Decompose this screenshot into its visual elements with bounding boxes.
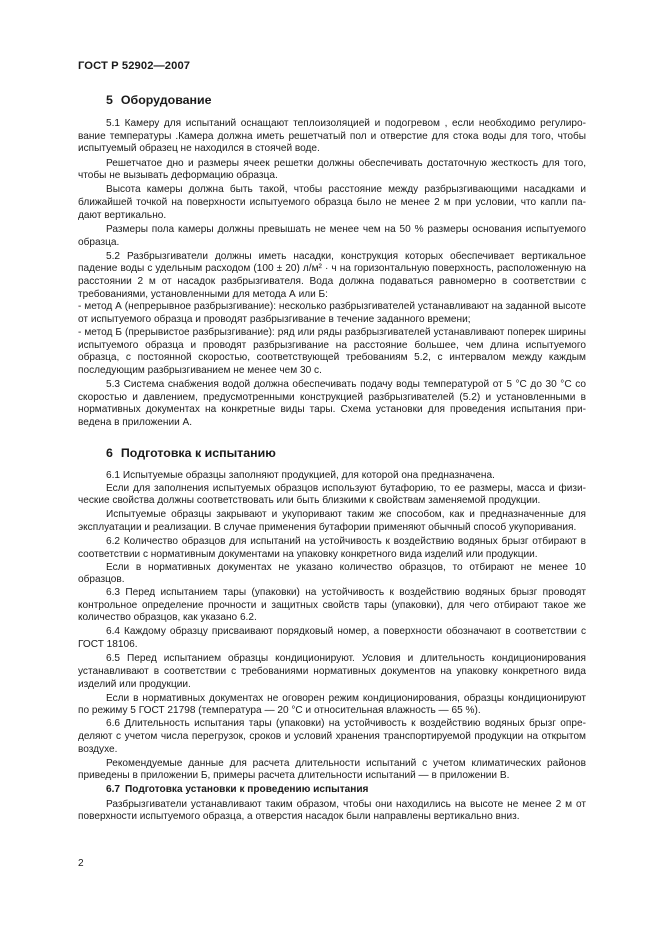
paragraph-6-2: 6.2 Количество образцов для испытаний на устойчивость к воздействию водяных брызг отбирают в соответствии с нормативным документами на упаковку конкретного вида изделий или продукции. (78, 536, 586, 560)
paragraph: Высота камеры должна быть такой, чтобы расстояние между разбрызгивающими насадками и ближайшей точкой на поверхности испытуемого образца было не менее 2 м при условии, что капли падают вертикально. (78, 184, 586, 221)
paragraph-6-3: 6.3 Перед испытанием тары (упаковки) на устойчивость к воздействию водяных брызг проводят контрольное определение прочности и защитных свойств тары (упаковки), для чего отбирают такое же количество образцов, как указано 6.2. (78, 586, 586, 624)
paragraph: Если в нормативных документах не оговорен режим кондиционирования, образцы кондиционируют по режиму 5 ГОСТ 21798 (температура — 20 °С и относительная влажность — 65 %). (78, 692, 586, 717)
subsection-6-7-heading (78, 784, 586, 797)
paragraph-6-4: 6.4 Каждому образцу присваивают порядковый номер, а поверхности обозначают в соответствии с ГОСТ 18106. (78, 626, 586, 651)
list-item-method-a: - метод А (непрерывное разбрызгивание): несколько разбрызгивателей устанавливают на заданной высоте от испытуемого образца и проводят разбрызгивание в течение заданного времени; (78, 301, 586, 326)
section-6-title: Подготовка к испытанию (120, 445, 276, 460)
paragraph-5-2: 5.2 Разбрызгиватели должны иметь насадки, конструкция которых обеспечивает вертикальное падение воды с удельным расходом (100 ± 20) л/м² · ч на горизонтальную поверхность, расположенную на расстоянии 2 м от насадок разбрызгивателя. Вода должна подаваться равномерно в соответствии с требованиями, установленными для метода А или Б: (78, 250, 586, 300)
subsection-6-7-title: Подготовка установки к проведению испытания (125, 784, 369, 796)
section-6-number: 6 (106, 445, 113, 460)
paragraph: Решетчатое дно и размеры ячеек решетки должны обеспечивать достаточную жесткость для того, чтобы не вызывать деформацию образца. (78, 157, 586, 182)
paragraph: Испытуемые образцы закрывают и укупоривают таким же способом, как и предназначенные для эксплуатации и реализации. В случае применения бутафории применяют обычный способ укупоривания. (78, 509, 586, 534)
paragraph: Размеры пола камеры должны превышать не менее чем на 50 % размеры основания испытуемого образца. (78, 223, 586, 248)
paragraph: Если для заполнения испытуемых образцов используют бутафорию, то ее размеры, масса и физические свойства должны соответствовать или быть близкими к свойствам заменяемой продукции. (78, 482, 586, 507)
document-body (78, 92, 586, 824)
paragraph-5-1: 5.1 Камеру для испытаний оснащают теплоизоляцией и подогревом , если необходимо регулирование температуры .Камера должна иметь решетчатый пол и отверстие для стока воды для того, чтобы испытуемый образец не находился в стоячей воде. (78, 118, 586, 155)
section-5-heading (78, 92, 586, 108)
paragraph-6-7: Разбрызгиватели устанавливают таким образом, чтобы они находились на высоте не менее 2 м от поверхности испытуемого образца, а отверстия насадок были направлены вертикально вниз. (78, 798, 586, 823)
section-5-title: Оборудование (120, 93, 212, 107)
section-6-heading (78, 445, 586, 461)
paragraph: Рекомендуемые данные для расчета длительности испытаний с учетом климатических районов приведены в приложении Б, примеры расчета длительности испытаний — в приложении В. (78, 757, 586, 782)
paragraph-6-6: 6.6 Длительность испытания тары (упаковки) на устойчивость к воздействию водяных брызг определяют с учетом числа перегрузок, сроков и условий хранения транспортируемой продукции на открытом воздухе. (78, 718, 586, 755)
list-item-method-b: - метод Б (прерывистое разбрызгивание): ряд или ряды разбрызгивателей устанавливают поперек ширины испытуемого образца и проводят разбрызгивание на расстояние большее, чем длина испытуемого образца, с постоянной скоростью, соответствующей требованиям 5.2, с интервалом между каждым последующим разбрызгиванием не менее чем 30 с. (78, 326, 586, 376)
document-header: ГОСТ Р 52902—2007 (78, 60, 191, 72)
paragraph-5-3: 5.3 Система снабжения водой должна обеспечивать подачу воды температурой от 5 °С до 30 °С со скоростью и давлением, предусмотренными конструкцией разбрызгивателей (5.2) и установленными в нормативных документах на конкретные виды тары. Схема установки для проведения испытания приведена в приложении А. (78, 379, 586, 429)
page-number: 2 (78, 858, 84, 869)
paragraph: Если в нормативных документах не указано количество образцов, то отбирают не менее 10 образцов. (78, 561, 586, 586)
subsection-6-7-number: 6.7 (106, 784, 121, 796)
section-5-number: 5 (106, 93, 113, 107)
paragraph-6-5: 6.5 Перед испытанием образцы кондиционируют. Условия и длительность кондиционирования устанавливают в соответствии с требованиями нормативных документов на упаковку конкретного вида изделий или продукции. (78, 653, 586, 690)
paragraph-6-1: 6.1 Испытуемые образцы заполняют продукцией, для которой она предназначена. (106, 469, 495, 481)
